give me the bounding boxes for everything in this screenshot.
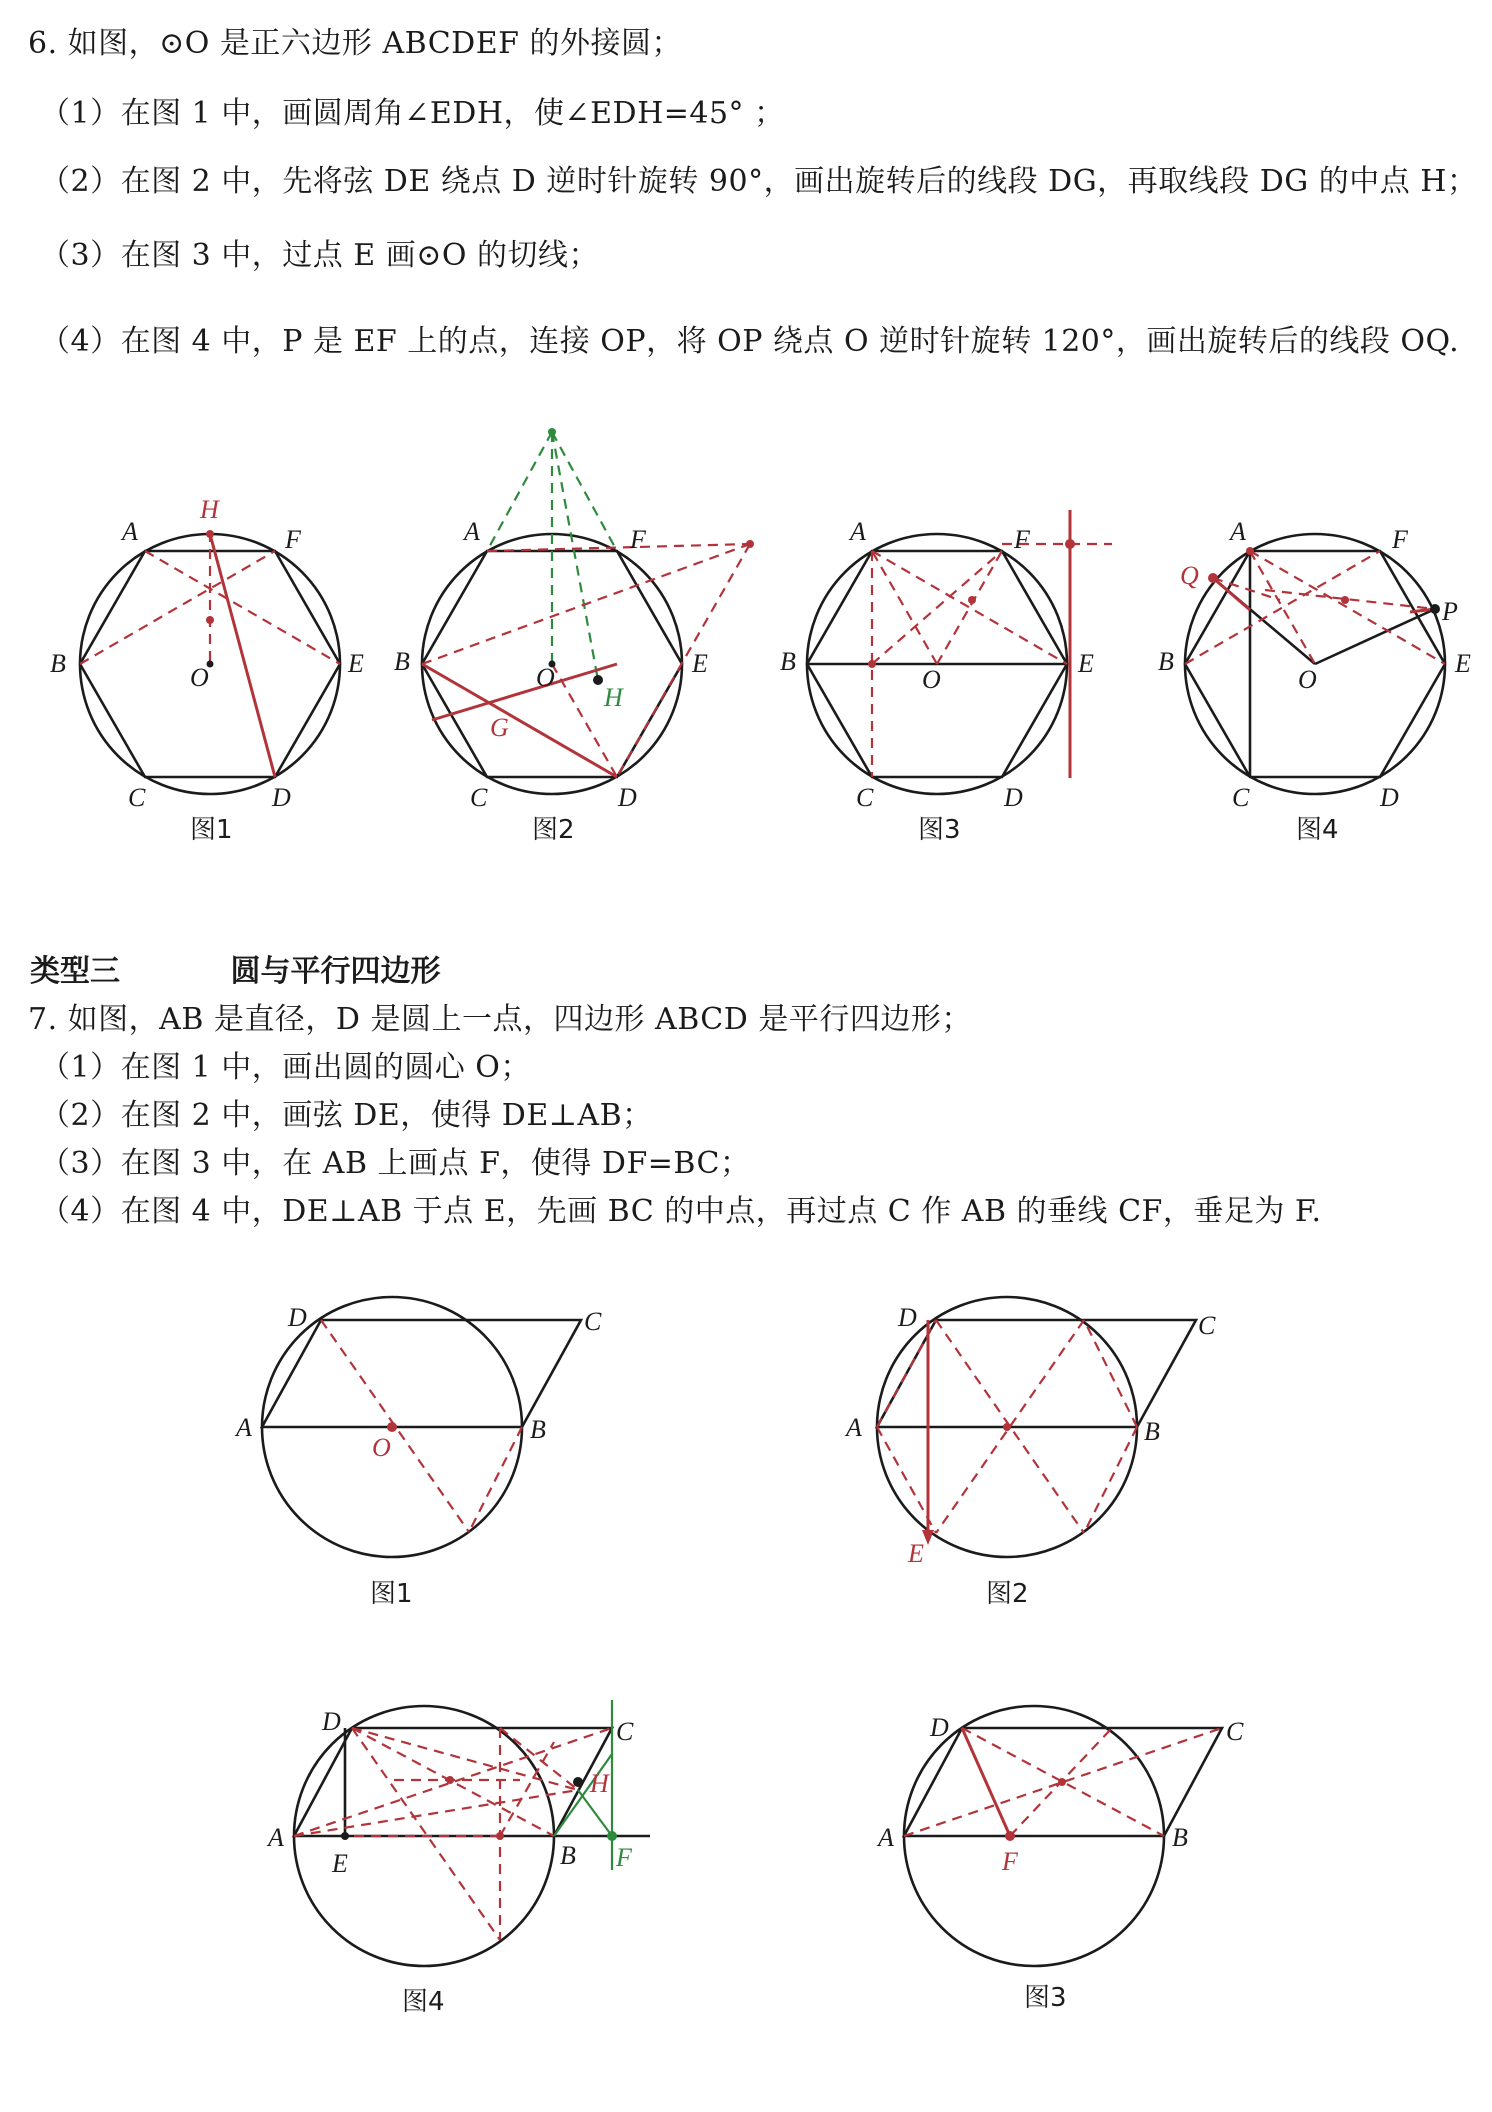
p6-figure-1 [80, 530, 340, 794]
p7f2-label-a: A [846, 1413, 862, 1442]
p6f4-point-q [1208, 573, 1218, 583]
p6f3-point-inner [968, 596, 976, 604]
p6f4-point-p [1430, 604, 1440, 614]
p6f4-caption: 图4 [1296, 815, 1339, 845]
p6f3-dash-2 [872, 551, 937, 664]
p7-figure-4 [294, 1700, 650, 1966]
p6f1-label-b: B [50, 649, 66, 678]
p6f4-label-q: Q [1180, 561, 1199, 590]
p7f2-label-c: C [1198, 1311, 1216, 1340]
p7f1-label-c: C [584, 1307, 602, 1336]
problem7-stem: 7. 如图，AB 是直径，D 是圆上一点，四边形 ABCD 是平行四边形； [28, 1002, 972, 1037]
p6-figure-3 [807, 510, 1112, 794]
p7f2-dash-4 [1084, 1427, 1137, 1533]
p6f3-label-b: B [780, 647, 796, 676]
p6f2-label-a: A [464, 517, 480, 546]
p6f2-point-h [593, 675, 603, 685]
p7f4-label-b: B [560, 1841, 576, 1870]
p6f3-dash-3 [937, 551, 1002, 664]
p6f3-label-a: A [850, 517, 866, 546]
p6f1-point-mid [206, 616, 214, 624]
p7f2-parallelogram [877, 1320, 1196, 1427]
p6f2-point-right [746, 540, 754, 548]
problem6-part2: （2）在图 2 中，先将弦 DE 绕点 D 逆时针旋转 90°，画出旋转后的线段 DG，再取线段 DG 的中点 H； [40, 164, 1478, 199]
p6f3-point-mid [868, 660, 876, 668]
p6f4-label-a: A [1230, 517, 1246, 546]
p7f3-segment-df [962, 1728, 1010, 1836]
p7f4-point-center [446, 1776, 454, 1784]
p7f1-point-o [387, 1422, 397, 1432]
p7f4-label-e: E [332, 1849, 348, 1878]
p6f1-label-e: E [348, 649, 364, 678]
p7f4-dash-3 [352, 1728, 500, 1940]
p6f4-label-p: P [1442, 597, 1458, 626]
section-title: 圆与平行四边形 [230, 954, 441, 989]
p6f1-label-f: F [285, 525, 301, 554]
p7f3-label-b: B [1172, 1823, 1188, 1852]
p6f4-label-c: C [1232, 783, 1250, 812]
p6f1-point-h [206, 530, 214, 538]
p7f4-caption: 图4 [402, 1987, 445, 2017]
p6f4-point-inner [1341, 596, 1349, 604]
p7f4-label-c: C [616, 1717, 634, 1746]
p6f2-green-dash-4 [552, 432, 598, 680]
problem6-part4: （4）在图 4 中，P 是 EF 上的点，连接 OP，将 OP 绕点 O 逆时针旋转 120°，画出旋转后的线段 OQ. [40, 324, 1460, 359]
p7f3-label-d: D [930, 1713, 949, 1742]
p7f4-point-f [607, 1831, 617, 1841]
p7f3-caption: 图3 [1024, 1983, 1067, 2013]
p7f4-label-d: D [322, 1707, 341, 1736]
p6f2-label-b: B [394, 647, 410, 676]
p6f1-label-h: H [200, 495, 219, 524]
p6f3-point-top [1065, 539, 1075, 549]
problem6-part1: （1）在图 1 中，画圆周角∠EDH，使∠EDH=45° ； [40, 96, 785, 131]
section-type: 类型三 [30, 954, 120, 989]
p6f2-point-top [548, 428, 556, 436]
p7f4-point-e [341, 1832, 349, 1840]
p6f3-label-f: F [1014, 525, 1030, 554]
p7f1-dash-2 [469, 1427, 522, 1532]
p7f4-label-h: H [590, 1769, 609, 1798]
p7f2-label-e: E [908, 1539, 924, 1568]
p6f4-segment-op [1315, 609, 1435, 664]
p7f1-parallelogram [262, 1320, 581, 1427]
p7f2-caption: 图2 [986, 1579, 1029, 1609]
p6f2-segment-bd [422, 664, 617, 777]
p6f3-dash-ae [872, 551, 1067, 664]
p6f1-caption: 图1 [190, 815, 233, 845]
p6f4-label-e: E [1455, 649, 1471, 678]
p7f1-label-a: A [236, 1413, 252, 1442]
p6f4-point-a [1246, 547, 1254, 555]
problem6-stem: 6. 如图，⊙O 是正六边形 ABCDEF 的外接圆； [28, 26, 682, 61]
p6f2-label-e: E [692, 649, 708, 678]
p6f2-label-c: C [470, 783, 488, 812]
p7f3-label-a: A [878, 1823, 894, 1852]
p7f1-label-d: D [288, 1303, 307, 1332]
p6f2-caption: 图2 [532, 815, 575, 845]
problem7-part3: （3）在图 3 中，在 AB 上画点 F，使得 DF=BC； [40, 1146, 751, 1181]
p7f4-point-h [573, 1777, 583, 1787]
p7f2-label-d: D [898, 1303, 917, 1332]
p7f2-dash-6 [1084, 1320, 1137, 1427]
problem6-part3: （3）在图 3 中，过点 E 画⊙O 的切线； [40, 238, 599, 273]
p6f1-label-d: D [272, 783, 291, 812]
p6f4-dash-4 [1265, 590, 1435, 609]
p6f4-label-o: O [1298, 665, 1317, 694]
p7f1-label-b: B [530, 1415, 546, 1444]
p6f4-label-b: B [1158, 647, 1174, 676]
p6f2-label-h: H [604, 683, 623, 712]
problem7-part1: （1）在图 1 中，画出圆的圆心 O； [40, 1050, 531, 1085]
p7f3-label-f: F [1002, 1847, 1018, 1876]
p7f2-label-b: B [1144, 1417, 1160, 1446]
p7f1-caption: 图1 [370, 1579, 413, 1609]
p7f4-dash-6 [294, 1790, 578, 1836]
p6f2-label-f: F [630, 525, 646, 554]
problem7-part2: （2）在图 2 中，画弦 DE，使得 DE⊥AB； [40, 1098, 653, 1133]
p6f4-label-f: F [1392, 525, 1408, 554]
p7f1-label-o: O [372, 1433, 391, 1462]
p7f4-label-f: F [616, 1843, 632, 1872]
p6f1-dash-ae [145, 551, 340, 664]
problem7-part4: （4）在图 4 中，DE⊥AB 于点 E，先画 BC 的中点，再过点 C 作 AB 的垂线 CF，垂足为 F. [40, 1194, 1322, 1229]
p7f3-point-center [1058, 1778, 1066, 1786]
p6f2-segment-dg [432, 664, 617, 720]
p7f4-dash-7 [500, 1728, 578, 1790]
p6f1-label-o: O [190, 663, 209, 692]
p6f3-label-d: D [1004, 783, 1023, 812]
p6f2-red-dash-2 [617, 544, 750, 777]
p7f2-center-mark [1003, 1423, 1011, 1431]
p6f1-label-c: C [128, 783, 146, 812]
p6f2-label-g: G [490, 713, 509, 742]
p7f4-point-mid [496, 1832, 504, 1840]
p7f4-label-a: A [268, 1823, 284, 1852]
p6f2-label-o: O [536, 663, 555, 692]
p7f3-label-c: C [1226, 1717, 1244, 1746]
p6f1-label-a: A [122, 517, 138, 546]
p7f3-point-f [1005, 1831, 1015, 1841]
p6f4-dash-1 [1250, 551, 1445, 664]
p6f4-label-d: D [1380, 783, 1399, 812]
p6f3-caption: 图3 [918, 815, 961, 845]
p6f3-label-o: O [922, 665, 941, 694]
p6-figure-2 [422, 428, 754, 794]
p6f3-label-c: C [856, 783, 874, 812]
p6-figure-4 [1185, 534, 1445, 794]
p6f2-red-dash-1 [487, 544, 750, 551]
p6f3-label-e: E [1078, 649, 1094, 678]
p6f1-dash-bf [80, 551, 275, 664]
p6f2-label-d: D [618, 783, 637, 812]
p6f3-dash-1 [872, 551, 1002, 664]
p6f4-dash-3 [1250, 551, 1315, 664]
